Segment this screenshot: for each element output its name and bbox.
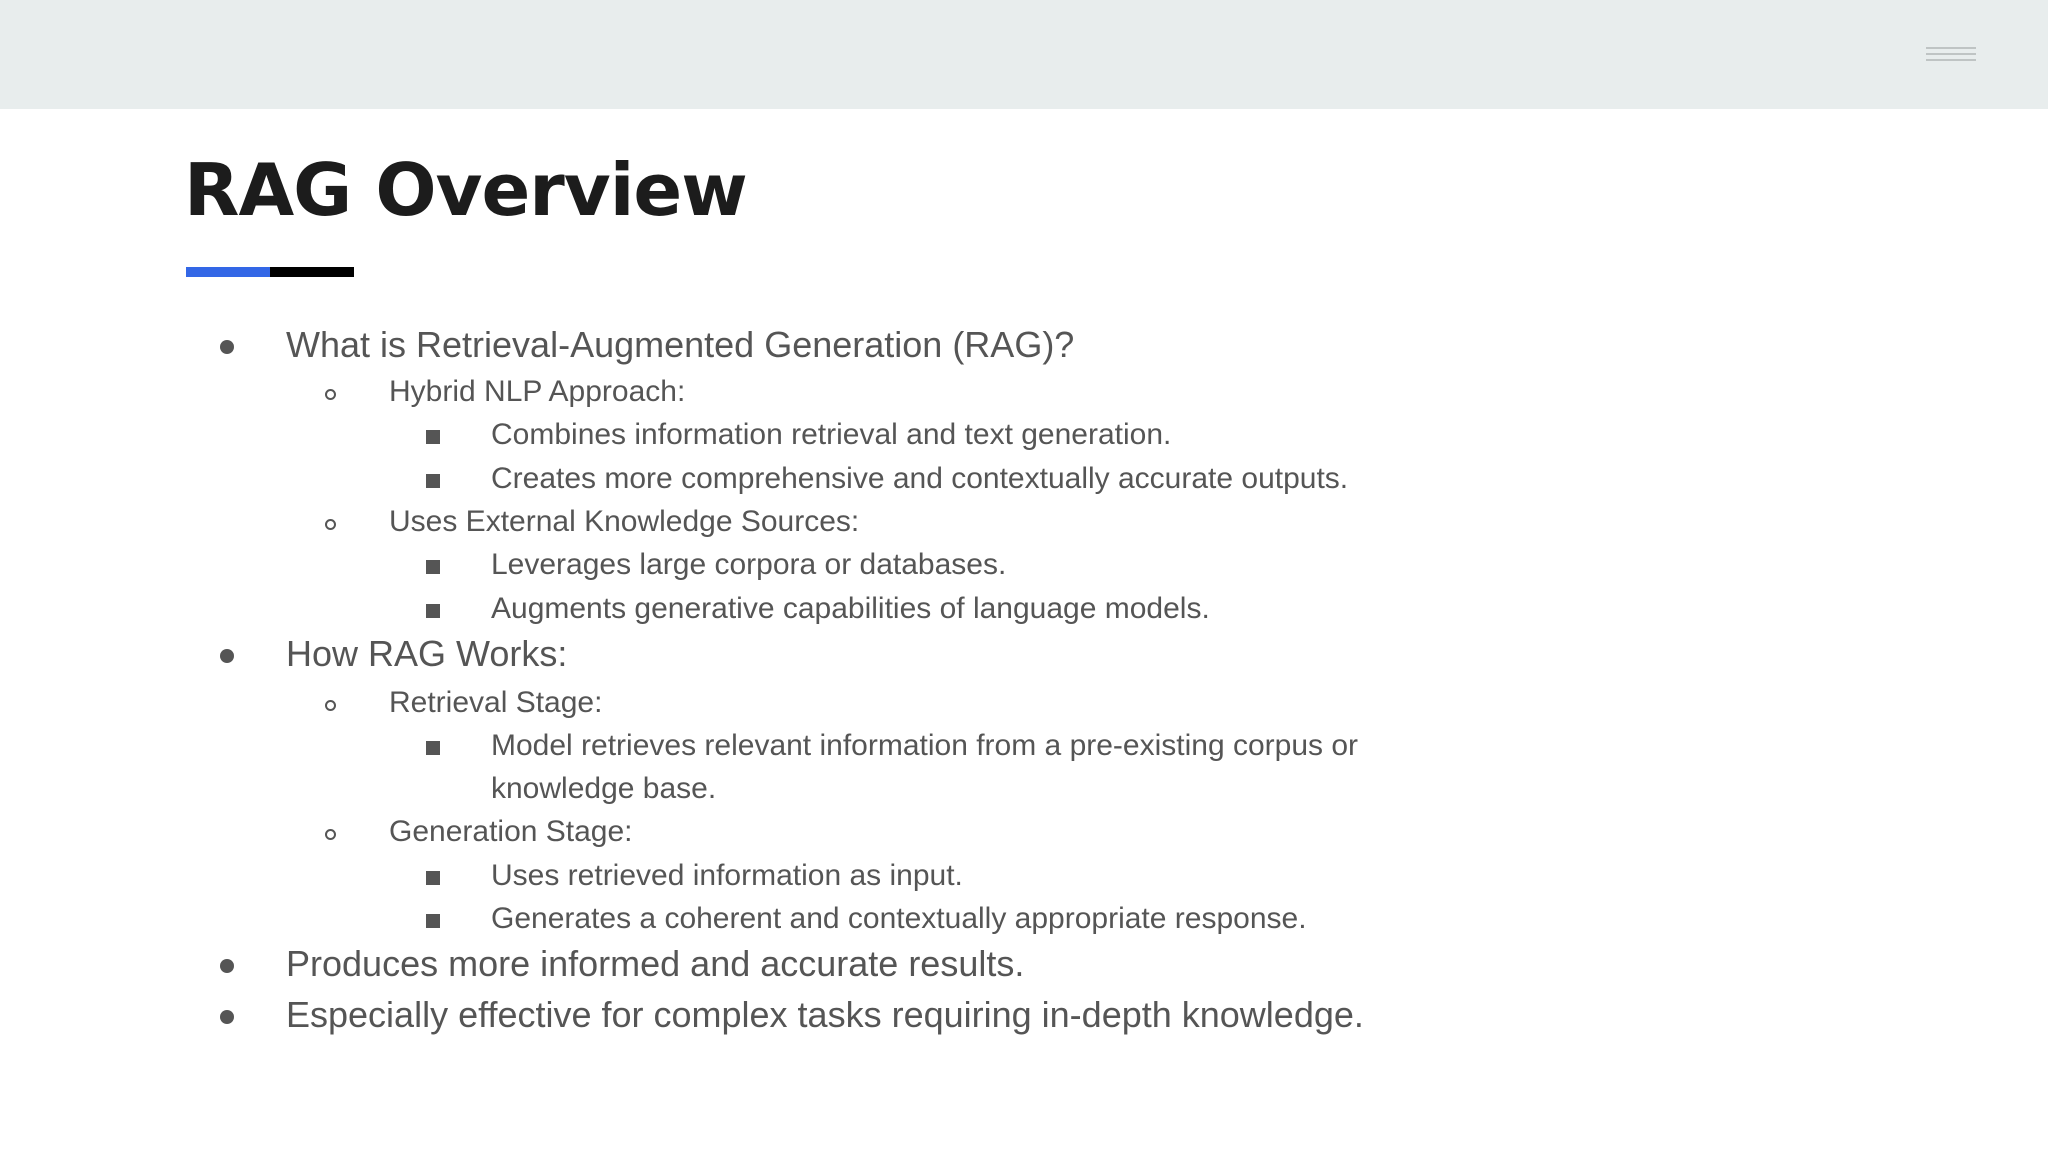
bullet-square-icon <box>426 871 440 885</box>
bullet-text-level-3: Creates more comprehensive and contextually accurate outputs. <box>491 462 1349 495</box>
bullet-square-icon <box>426 914 440 928</box>
bullet-text-level-1: How RAG Works: <box>286 633 568 674</box>
bullet-text-level-3: Generates a coherent and contextually appropriate response. <box>491 902 1307 935</box>
bullet-square-icon <box>426 474 440 488</box>
bullet-text-level-1: Especially effective for complex tasks requiring in-depth knowledge. <box>286 994 1364 1035</box>
bullet-square-icon <box>426 430 440 444</box>
bullet-text-level-2: Generation Stage: <box>389 815 633 848</box>
bullet-text-level-1: Produces more informed and accurate results. <box>286 943 1025 984</box>
bullet-text-level-1: What is Retrieval-Augmented Generation (RAG)? <box>286 324 1075 365</box>
bullet-circle-icon <box>325 700 336 711</box>
bullet-text-level-3-continued: knowledge base. <box>491 772 717 805</box>
bullet-text-level-2: Hybrid NLP Approach: <box>389 375 686 408</box>
bullet-circle-icon <box>325 829 336 840</box>
bullet-circle-icon <box>325 389 336 400</box>
bullet-text-level-3: Model retrieves relevant information from a pre-existing corpus or <box>491 729 1359 762</box>
bullet-dot-icon <box>220 340 234 354</box>
bullet-text-level-3: Augments generative capabilities of language models. <box>491 592 1210 625</box>
bullet-dot-icon <box>220 959 234 973</box>
bullet-dot-icon <box>220 649 234 663</box>
bullet-text-level-3: Combines information retrieval and text generation. <box>491 418 1172 451</box>
bullet-square-icon <box>426 604 440 618</box>
bullet-text-level-2: Retrieval Stage: <box>389 686 603 719</box>
bullet-text-level-3: Leverages large corpora or databases. <box>491 548 1007 581</box>
bullet-square-icon <box>426 741 440 755</box>
bullet-circle-icon <box>325 519 336 530</box>
slide-title: RAG Overview <box>184 148 747 232</box>
bullet-text-level-2: Uses External Knowledge Sources: <box>389 505 860 538</box>
bullet-dot-icon <box>220 1010 234 1024</box>
bullet-text-level-3: Uses retrieved information as input. <box>491 859 963 892</box>
bullet-square-icon <box>426 560 440 574</box>
